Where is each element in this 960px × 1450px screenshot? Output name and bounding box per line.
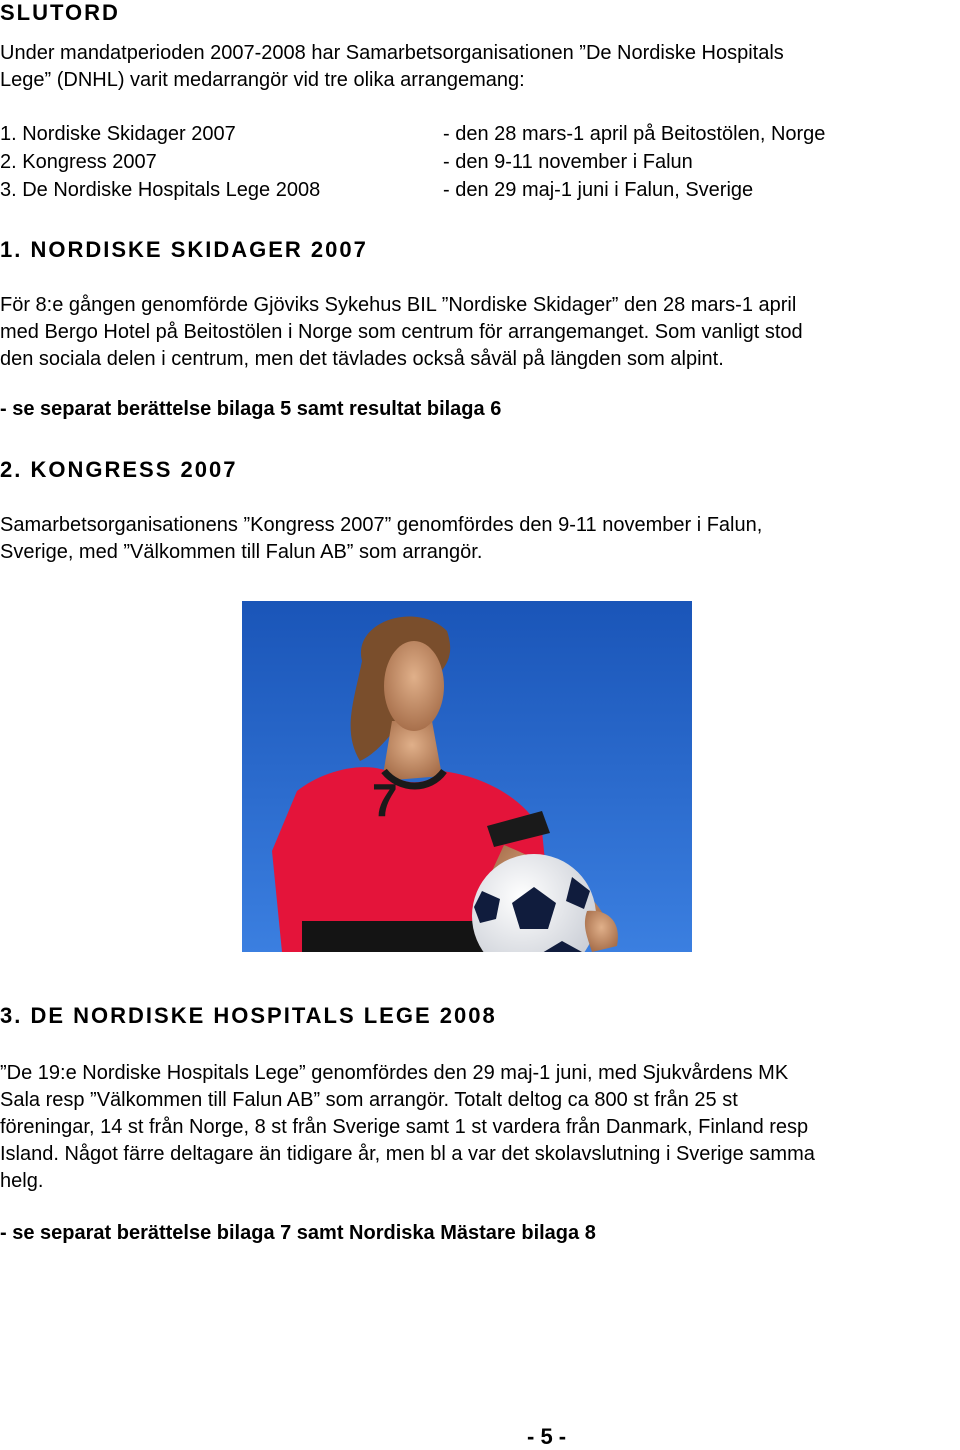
section1-paragraph <box>0 292 803 373</box>
section3-line: ”De 19:e Nordiske Hospitals Lege” genomfördes den 29 maj-1 juni, med Sjukvårdens MK <box>0 1062 789 1084</box>
section2-line: Sverige, med ”Välkommen till Falun AB” som arrangör. <box>0 541 483 563</box>
event-date: - den 9-11 november i Falun <box>443 151 693 173</box>
list-item <box>0 120 960 148</box>
section3-heading: 3. DE NORDISKE HOSPITALS LEGE 2008 <box>0 1003 497 1028</box>
jersey-number: 7 <box>372 774 398 826</box>
slutord-heading: SLUTORD <box>0 0 120 25</box>
section1-line: med Bergo Hotel på Beitostölen i Norge som centrum för arrangemanget. Som vanligt stod <box>0 321 803 343</box>
section2-paragraph <box>0 512 762 566</box>
face-shape <box>384 641 444 731</box>
section3-line: helg. <box>0 1170 44 1192</box>
soccer-player-photo <box>242 601 692 952</box>
intro-line: Lege” (DNHL) varit medarrangör vid tre olika arrangemang: <box>0 69 525 91</box>
section3-reference: - se separat berättelse bilaga 7 samt Nordiska Mästare bilaga 8 <box>0 1222 596 1244</box>
event-list <box>0 120 960 204</box>
section3-paragraph <box>0 1060 815 1195</box>
section3-line: Island. Något färre deltagare än tidigare år, men bl a var det skolavslutning i Sverige samma <box>0 1143 815 1165</box>
section2-heading: 2. KONGRESS 2007 <box>0 457 238 482</box>
event-name: 2. Kongress 2007 <box>0 151 157 173</box>
page-number: - 5 - <box>527 1424 567 1449</box>
section2-line: Samarbetsorganisationens ”Kongress 2007” genomfördes den 9-11 november i Falun, <box>0 514 763 536</box>
event-date: - den 29 maj-1 juni i Falun, Sverige <box>443 179 754 201</box>
intro-line: Under mandatperioden 2007-2008 har Samarbetsorganisationen ”De Nordiske Hospitals <box>0 42 784 64</box>
event-name: 3. De Nordiske Hospitals Lege 2008 <box>0 179 321 201</box>
event-date: - den 28 mars-1 april på Beitostölen, Norge <box>443 123 826 145</box>
section1-line: den sociala delen i centrum, men det tävlades också såväl på längden som alpint. <box>0 348 724 370</box>
section1-heading: 1. NORDISKE SKIDAGER 2007 <box>0 237 368 262</box>
list-item <box>0 148 960 176</box>
section1-line: För 8:e gången genomförde Gjöviks Sykehus BIL ”Nordiske Skidager” den 28 mars-1 april <box>0 294 797 316</box>
section1-reference: - se separat berättelse bilaga 5 samt resultat bilaga 6 <box>0 398 502 420</box>
intro-paragraph <box>0 40 784 94</box>
section3-line: Sala resp ”Välkommen till Falun AB” som arrangör. Totalt deltog ca 800 st från 25 st <box>0 1089 738 1111</box>
event-name: 1. Nordiske Skidager 2007 <box>0 123 236 145</box>
list-item <box>0 176 960 204</box>
section3-line: föreningar, 14 st från Norge, 8 st från Sverige samt 1 st vardera från Danmark, Finland resp <box>0 1116 809 1138</box>
